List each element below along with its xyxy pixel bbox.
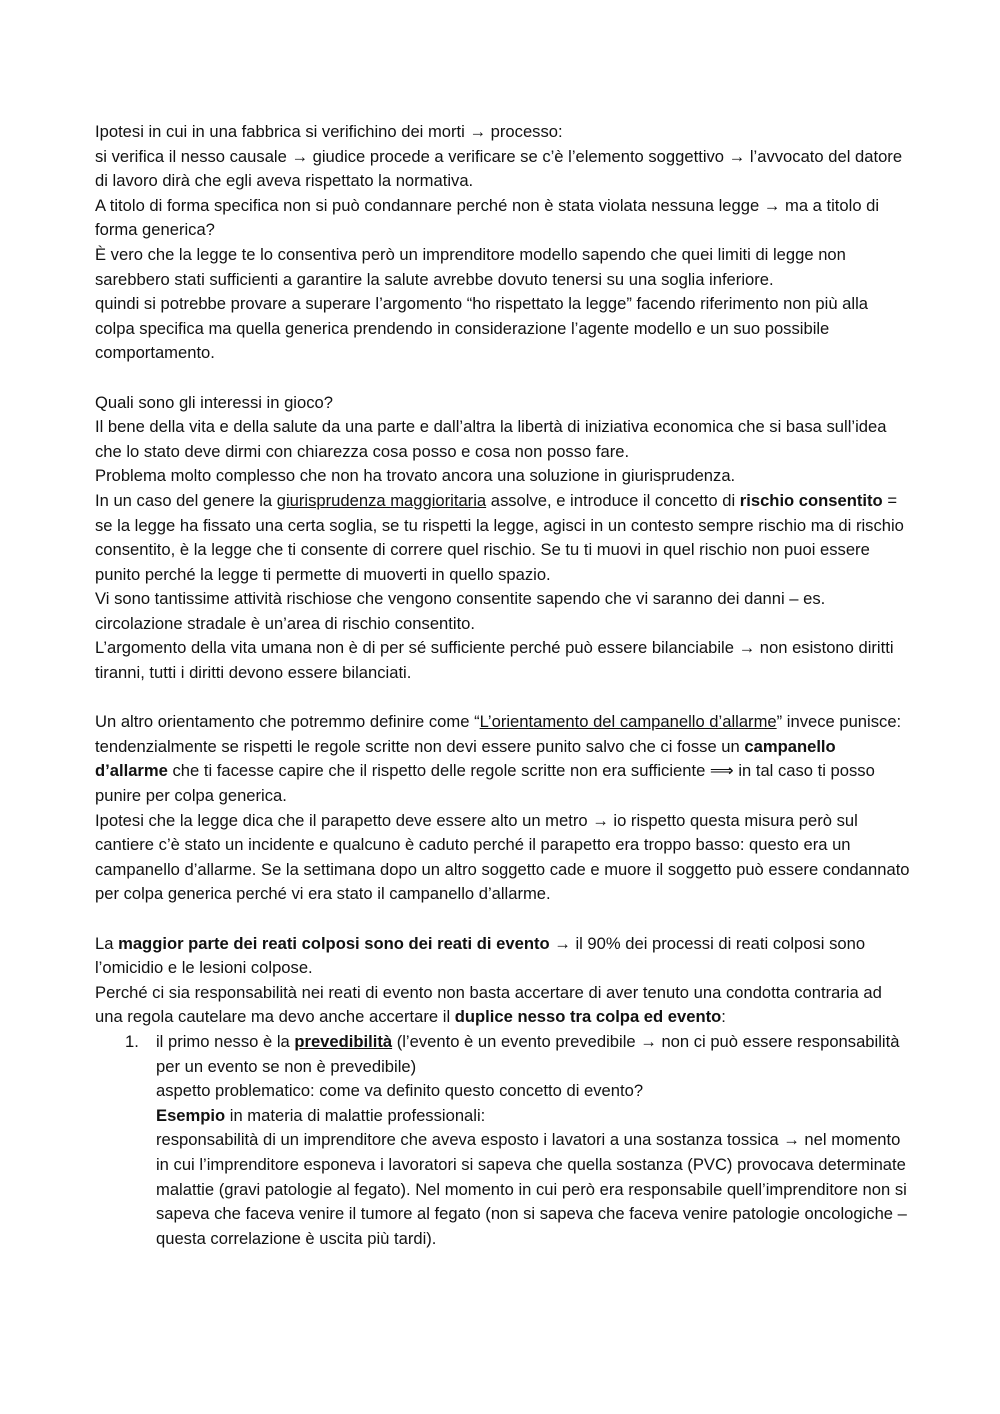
text-line — [95, 710, 910, 808]
text-line — [156, 1104, 910, 1129]
numbered-list — [95, 1030, 910, 1251]
underlined-term: L’orientamento del campanello d’allarme — [479, 712, 777, 732]
text-line: Quali sono gli interessi in gioco? — [95, 392, 333, 412]
text-line: aspetto problematico: come va definito questo concetto di evento? — [156, 1081, 644, 1101]
document-page — [95, 120, 910, 1251]
list-number: 1. — [125, 1031, 139, 1051]
text-line: Il bene della vita e della salute da una parte e dall’altra la libertà di iniziativa economica che si basa sull’idea che lo stato deve dirmi con chiarezza cosa posso e cosa non posso fare. — [95, 417, 887, 461]
text-line — [156, 1030, 910, 1079]
text-run: La — [95, 933, 119, 953]
text-line: Ipotesi che la legge dica che il parapetto deve essere alto un metro → io rispetto questa misura però sul cantiere c’è stato un incidente e qualcuno è caduto perché il parapetto era troppo basso: questo era un campanello d’allarme. Se la settimana dopo un altro soggetto cade e muore il soggetto può essere condannato per colpa generica perché vi era stato il campanello d’allarme. — [95, 810, 910, 904]
text-line — [95, 489, 910, 587]
bold-term: rischio consentito — [739, 490, 883, 510]
text-run: il primo nesso è la — [156, 1031, 295, 1051]
text-line: Vi sono tantissime attività rischiose che vengono consentite sapendo che vi saranno dei danni – es. circolazione stradale è un’area di rischio consentito. — [95, 589, 826, 633]
text-run: che ti facesse capire che il rispetto delle regole scritte non era sufficiente ⟹ in tal caso ti posso punire per colpa generica. — [95, 761, 875, 806]
text-line: quindi si potrebbe provare a superare l’argomento “ho rispettato la legge” facendo riferimento non più alla colpa specifica ma quella generica prendendo in considerazione l’agente modello e un suo possibile comportamento. — [95, 294, 868, 363]
underlined-term: giurisprudenza maggioritaria — [276, 490, 487, 510]
text-run: → il 90% dei processi di reati colposi sono l’omicidio e le lesioni colpose. — [95, 933, 866, 978]
spacer — [95, 686, 910, 711]
text-line: Ipotesi in cui in una fabbrica si verifichino dei morti → processo: — [95, 122, 563, 141]
text-run: ” invece punisce: tendenzialmente se rispetti le regole scritte non devi essere punito salvo che ci fosse un — [95, 712, 902, 756]
text-line — [95, 981, 910, 1030]
spacer — [95, 907, 910, 932]
paragraph-alarm-bell — [95, 710, 910, 907]
bold-term: Esempio — [156, 1105, 226, 1125]
text-line: responsabilità di un imprenditore che aveva esposto i lavatori a una sostanza tossica → nel momento in cui l’imprenditore esponeva i lavoratori si sapeva che quella sostanza (PVC) provocava determinate malattie (gravi patologie al fegato). Nel momento in cui però era responsabile quell’imprenditore non si sapeva che faceva venire il tumore al fegato (non si sapeva che faceva venire patologie oncologiche – questa correlazione è uscita più tardi). — [156, 1130, 907, 1248]
bold-term: maggior parte dei reati colposi sono dei reati di evento — [118, 933, 550, 953]
text-run: in materia di malattie professionali: — [225, 1105, 486, 1125]
text-line: A titolo di forma specifica non si può condannare perché non è stata violata nessuna legge → ma a titolo di forma generica? — [95, 195, 880, 240]
text-line — [95, 932, 910, 981]
paragraph-factory-deaths — [95, 120, 910, 366]
text-line: È vero che la legge te lo consentiva però un imprenditore modello sapendo che quei limiti di legge non sarebbero stati sufficienti a garantire la salute avrebbe dovuto tenersi su una soglia inferiore. — [95, 244, 846, 289]
text-run: : — [721, 1007, 726, 1027]
text-run: Perché ci sia responsabilità nei reati di evento non basta accertare di aver tenuto una condotta contraria ad una regola cautelare ma devo anche accertare il — [95, 982, 882, 1027]
text-run: (l’evento è un evento prevedibile → non ci può essere responsabilità per un evento se non è prevedibile) — [156, 1031, 900, 1076]
bold-term — [294, 1032, 392, 1051]
list-item — [125, 1030, 910, 1251]
text-run: = se la legge ha fissato una certa soglia, se tu rispetti la legge, agisci in un contesto sempre rischio ma di rischio consentito, è la legge che ti consente di correre quel rischio. Se tu ti muovi in quel rischio non puoi essere punito perché la legge ti permette di muoverti in quello spazio. — [95, 490, 904, 584]
spacer — [95, 366, 910, 391]
bold-term: duplice nesso tra colpa ed evento — [454, 1007, 722, 1027]
text-line: si verifica il nesso causale → giudice procede a verificare se c’è l’elemento soggettivo → l’avvocato del datore di lavoro dirà che egli aveva rispettato la normativa. — [95, 146, 903, 191]
text-run: Un altro orientamento che potremmo definire come “ — [95, 712, 480, 732]
underlined-term: prevedibilità — [294, 1031, 393, 1051]
paragraph-interests — [95, 391, 910, 686]
bold-term: campanello d’allarme — [95, 736, 836, 781]
text-run: In un caso del genere la — [95, 490, 277, 510]
paragraph-event-crimes — [95, 932, 910, 1030]
text-line: L’argomento della vita umana non è di per sé sufficiente perché può essere bilanciabile → non esistono diritti tiranni, tutti i diritti devono essere bilanciati. — [95, 638, 894, 683]
text-line: Problema molto complesso che non ha trovato ancora una soluzione in giurisprudenza. — [95, 466, 736, 486]
text-run: assolve, e introduce il concetto di — [486, 490, 740, 510]
